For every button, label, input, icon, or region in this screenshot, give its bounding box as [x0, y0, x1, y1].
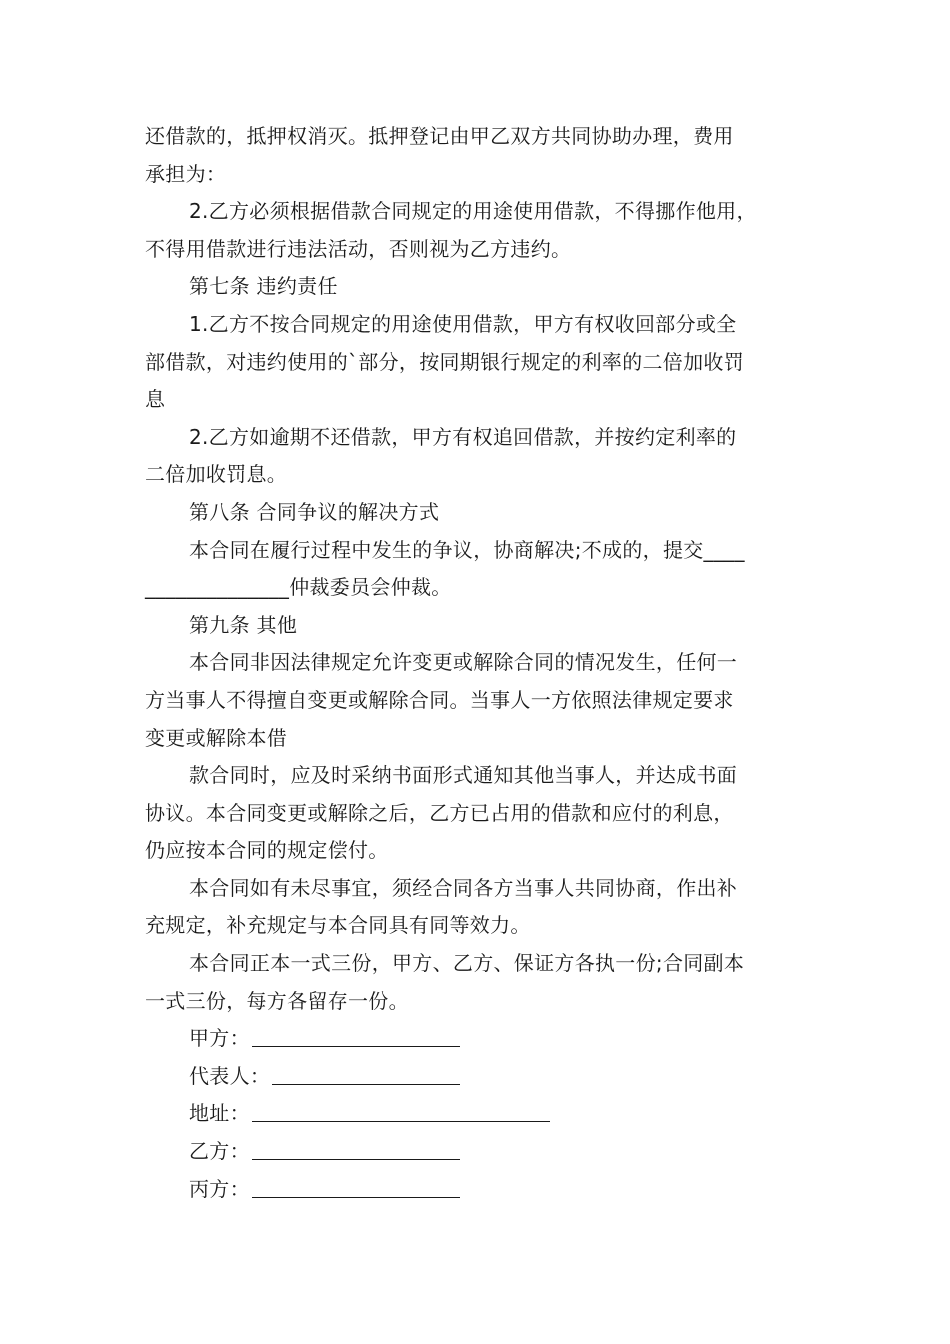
signature-line-party-a [145, 1020, 815, 1058]
text-line: 方当事人不得擅自变更或解除合同。当事人一方依照法律规定要求 [145, 687, 734, 712]
section-heading-9: 第九条 其他 [189, 612, 298, 637]
signature-blank [252, 1173, 460, 1198]
signature-line-party-c [145, 1171, 815, 1209]
section-heading-7: 第七条 违约责任 [189, 274, 338, 299]
text-line: 不得用借款进行违法活动，否则视为乙方违约。 [145, 236, 572, 261]
text-line: 本合同非因法律规定允许变更或解除合同的情况发生，任何一 [189, 650, 738, 675]
signature-line-representative [145, 1058, 815, 1096]
signature-blank [252, 1022, 460, 1047]
document-body [145, 118, 815, 1208]
text-line: 协议。本合同变更或解除之后，乙方已占用的借款和应付的利息， [145, 800, 734, 825]
signature-label: 丙方： [189, 1176, 250, 1201]
text-line: 充规定，补充规定与本合同具有同等效力。 [145, 913, 531, 938]
section-heading-8: 第八条 合同争议的解决方式 [189, 499, 440, 524]
signature-blank [252, 1135, 460, 1160]
signature-label: 地址： [189, 1101, 250, 1126]
text-line: 2.乙方如逾期不还借款，甲方有权追回借款，并按约定利率的 [189, 424, 737, 449]
text-line: 一式三份，每方各留存一份。 [145, 988, 409, 1013]
signature-blank [252, 1097, 550, 1122]
signature-label: 乙方： [189, 1139, 250, 1164]
text-line: 部借款，对违约使用的`部分，按同期银行规定的利率的二倍加收罚 [145, 349, 744, 374]
text-line: 息 [145, 387, 166, 412]
text-line: 本合同正本一式三份，甲方、乙方、保证方各执一份;合同副本 [189, 951, 745, 976]
text-line: 仍应按本合同的规定偿付。 [145, 838, 389, 863]
text-line: 2.乙方必须根据借款合同规定的用途使用借款，不得挪作他用， [189, 199, 757, 224]
text-line: 变更或解除本借 [145, 725, 288, 750]
signature-blank [272, 1060, 460, 1085]
text-line: 本合同在履行过程中发生的争议，协商解决;不成的，提交____ [189, 537, 745, 562]
text-line: 二倍加收罚息。 [145, 462, 288, 487]
text-line: 承担为： [145, 161, 227, 186]
text-line: ______________仲裁委员会仲裁。 [145, 575, 452, 600]
signature-line-address [145, 1095, 815, 1133]
text-line: 本合同如有未尽事宜，须经合同各方当事人共同协商，作出补 [189, 875, 738, 900]
signature-label: 甲方： [189, 1026, 250, 1051]
text-line: 款合同时，应及时采纳书面形式通知其他当事人，并达成书面 [189, 763, 738, 788]
text-line: 1.乙方不按合同规定的用途使用借款，甲方有权收回部分或全 [189, 311, 737, 336]
text-line: 还借款的，抵押权消灭。抵押登记由甲乙双方共同协助办理，费用 [145, 124, 734, 148]
signature-label: 代表人： [189, 1063, 271, 1088]
signature-line-party-b [145, 1133, 815, 1171]
